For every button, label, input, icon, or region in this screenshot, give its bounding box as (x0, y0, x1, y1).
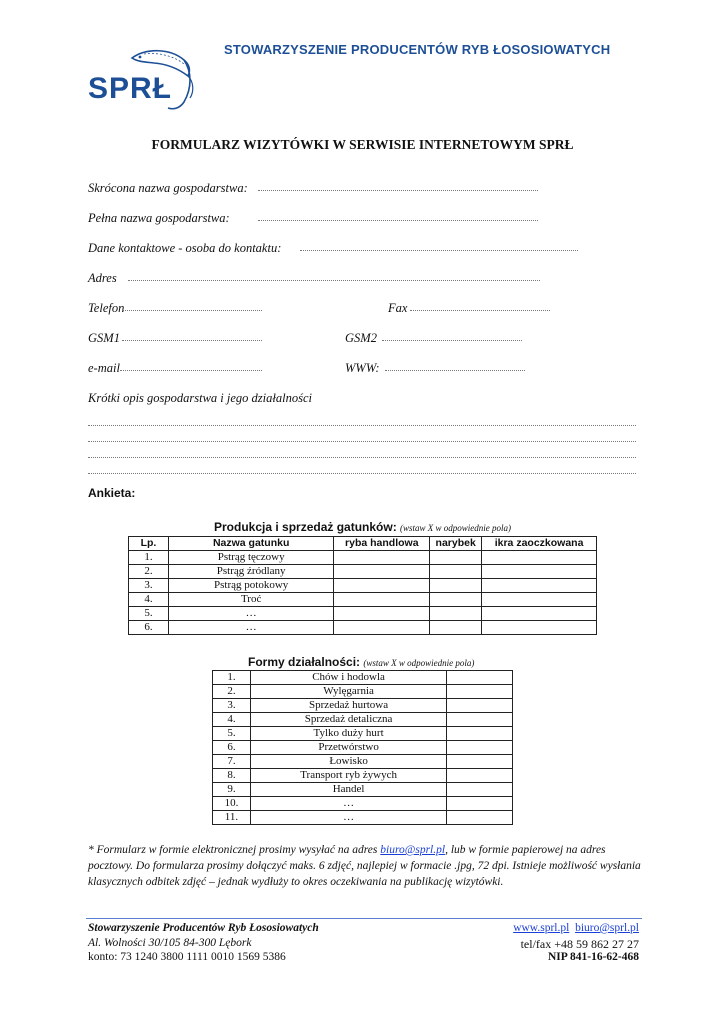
email-field[interactable] (120, 370, 262, 371)
checkbox-cell[interactable] (334, 551, 430, 565)
checkbox-cell[interactable] (430, 593, 482, 607)
row-number: 2. (213, 685, 251, 699)
phone-field[interactable] (122, 310, 262, 311)
activity-name: Przetwórstwo (250, 741, 446, 755)
table-row (213, 671, 513, 685)
table-row (129, 551, 597, 565)
row-number: 9. (213, 783, 251, 797)
species-name: … (168, 621, 334, 635)
activity-name: Transport ryb żywych (250, 769, 446, 783)
table-row (129, 607, 597, 621)
row-number: 6. (213, 741, 251, 755)
checkbox-cell[interactable] (334, 565, 430, 579)
row-number: 4. (129, 593, 169, 607)
footer-divider (86, 918, 642, 919)
row-number: 1. (213, 671, 251, 685)
address-label: Adres (88, 271, 117, 285)
species-name: Pstrąg źródlany (168, 565, 334, 579)
row-number: 8. (213, 769, 251, 783)
contact-label: Dane kontaktowe - osoba do kontaktu: (88, 241, 282, 255)
footer-website-link[interactable]: www.sprl.pl (513, 922, 570, 934)
species-table (128, 536, 597, 635)
gsm2-field[interactable] (382, 340, 522, 341)
fax-field[interactable] (410, 310, 550, 311)
activity-name: Chów i hodowla (250, 671, 446, 685)
description-label: Krótki opis gospodarstwa i jego działalności (88, 391, 312, 405)
table-row (213, 755, 513, 769)
footer-links (513, 922, 639, 934)
row-number: 11. (213, 811, 251, 825)
description-line[interactable] (88, 441, 636, 442)
checkbox-cell[interactable] (482, 593, 597, 607)
short-name-field[interactable] (258, 190, 538, 191)
table-row (213, 727, 513, 741)
activity-table-title-text: Formy działalności: (248, 655, 361, 669)
form-title: FORMULARZ WIZYTÓWKI W SERWISIE INTERNETOWYM SPRŁ (151, 137, 574, 152)
row-number: 3. (129, 579, 169, 593)
description-line[interactable] (88, 425, 636, 426)
survey-heading: Ankieta: (88, 486, 136, 500)
row-number: 2. (129, 565, 169, 579)
footer-nip: NIP 841-16-62-468 (547, 951, 639, 963)
table-row (213, 741, 513, 755)
checkbox-cell[interactable] (447, 741, 513, 755)
activity-name: Sprzedaż hurtowa (250, 699, 446, 713)
species-name: … (168, 607, 334, 621)
col-header: ryba handlowa (334, 537, 430, 551)
activity-name: Łowisko (250, 755, 446, 769)
checkbox-cell[interactable] (334, 621, 430, 635)
checkbox-cell[interactable] (447, 727, 513, 741)
footnote-text: * Formularz w formie elektronicznej prosimy wysyłać na adres (88, 844, 381, 856)
checkbox-cell[interactable] (447, 755, 513, 769)
table-row (129, 579, 597, 593)
checkbox-cell[interactable] (334, 579, 430, 593)
checkbox-cell[interactable] (430, 579, 482, 593)
gsm1-label: GSM1 (88, 331, 120, 345)
www-field[interactable] (385, 370, 525, 371)
table-row (129, 621, 597, 635)
activity-name: Handel (250, 783, 446, 797)
checkbox-cell[interactable] (430, 565, 482, 579)
table-row (213, 769, 513, 783)
checkbox-cell[interactable] (430, 621, 482, 635)
www-label: WWW: (345, 361, 380, 375)
full-name-field[interactable] (258, 220, 538, 221)
activity-table (212, 670, 513, 825)
row-number: 1. (129, 551, 169, 565)
checkbox-cell[interactable] (447, 713, 513, 727)
species-name: Pstrąg potokowy (168, 579, 334, 593)
row-number: 7. (213, 755, 251, 769)
footnote-email-link[interactable]: biuro@sprl.pl (380, 844, 446, 856)
footer-address: Al. Wolności 30/105 84-300 Lębork (88, 937, 252, 949)
table-row (129, 565, 597, 579)
description-line[interactable] (88, 457, 636, 458)
address-field[interactable] (128, 280, 540, 281)
checkbox-cell[interactable] (482, 621, 597, 635)
checkbox-cell[interactable] (430, 607, 482, 621)
species-table-title (214, 520, 511, 534)
footnote (88, 842, 648, 890)
checkbox-cell[interactable] (447, 783, 513, 797)
table-row (213, 811, 513, 825)
description-line[interactable] (88, 473, 636, 474)
logo (88, 46, 200, 112)
checkbox-cell[interactable] (482, 565, 597, 579)
activity-name: Wylęgarnia (250, 685, 446, 699)
fax-label: Fax (388, 301, 408, 315)
row-number: 10. (213, 797, 251, 811)
logo-text: SPRŁ (88, 72, 173, 105)
organization-header: STOWARZYSZENIE PRODUCENTÓW RYB ŁOSOSIOWATYCH (224, 42, 611, 57)
row-number: 4. (213, 713, 251, 727)
phone-label: Telefon (88, 301, 125, 315)
checkbox-cell[interactable] (447, 685, 513, 699)
short-name-label: Skrócona nazwa gospodarstwa: (88, 181, 248, 195)
checkbox-cell[interactable] (482, 607, 597, 621)
table-row (213, 797, 513, 811)
col-header: Nazwa gatunku (168, 537, 334, 551)
checkbox-cell[interactable] (482, 551, 597, 565)
table-row (213, 699, 513, 713)
footer-telfax: tel/fax +48 59 862 27 27 (520, 937, 639, 951)
footer-account: konto: 73 1240 3800 1111 0010 1569 5386 (88, 951, 286, 963)
row-number: 6. (129, 621, 169, 635)
col-header: narybek (430, 537, 482, 551)
checkbox-cell[interactable] (334, 593, 430, 607)
table-row (213, 713, 513, 727)
row-number: 5. (129, 607, 169, 621)
activity-table-title (248, 655, 474, 669)
species-table-note: (wstaw X w odpowiednie pola) (400, 523, 512, 533)
footer-org-name: Stowarzyszenie Producentów Ryb Łososiowatych (88, 922, 319, 934)
full-name-label: Pełna nazwa gospodarstwa: (88, 211, 230, 225)
checkbox-cell[interactable] (482, 579, 597, 593)
species-name: Pstrąg tęczowy (168, 551, 334, 565)
col-header: Lp. (129, 537, 169, 551)
checkbox-cell[interactable] (447, 699, 513, 713)
gsm1-field[interactable] (122, 340, 262, 341)
species-table-header (129, 537, 597, 551)
gsm2-label: GSM2 (345, 331, 377, 345)
checkbox-cell[interactable] (430, 551, 482, 565)
checkbox-cell[interactable] (334, 607, 430, 621)
checkbox-cell[interactable] (447, 811, 513, 825)
checkbox-cell[interactable] (447, 797, 513, 811)
footnote-text: , lub w formie papierowej na adres pocztowy. Do formularza prosimy dołączyć maks. 6 zdjęć, najlepiej w formacie .jpg, 72 dpi. Istnieje możliwość wysłania klasycznych odbitek zdjęć – jednak wydłuży to okres oczekiwania na publikację wizytówki. (88, 844, 641, 888)
activity-name: … (250, 797, 446, 811)
footer-email-link[interactable]: biuro@sprl.pl (575, 922, 639, 934)
row-number: 3. (213, 699, 251, 713)
col-header: ikra zaoczkowana (482, 537, 597, 551)
activity-name: Sprzedaż detaliczna (250, 713, 446, 727)
checkbox-cell[interactable] (447, 769, 513, 783)
contact-field[interactable] (300, 250, 578, 251)
table-row (213, 783, 513, 797)
activity-name: Tylko duży hurt (250, 727, 446, 741)
row-number: 5. (213, 727, 251, 741)
checkbox-cell[interactable] (447, 671, 513, 685)
table-row (213, 685, 513, 699)
email-label: e-mail (88, 361, 120, 375)
activity-table-note: (wstaw X w odpowiednie pola) (363, 658, 475, 668)
species-table-title-text: Produkcja i sprzedaż gatunków: (214, 520, 397, 534)
species-name: Troć (168, 593, 334, 607)
table-row (129, 593, 597, 607)
activity-name: … (250, 811, 446, 825)
